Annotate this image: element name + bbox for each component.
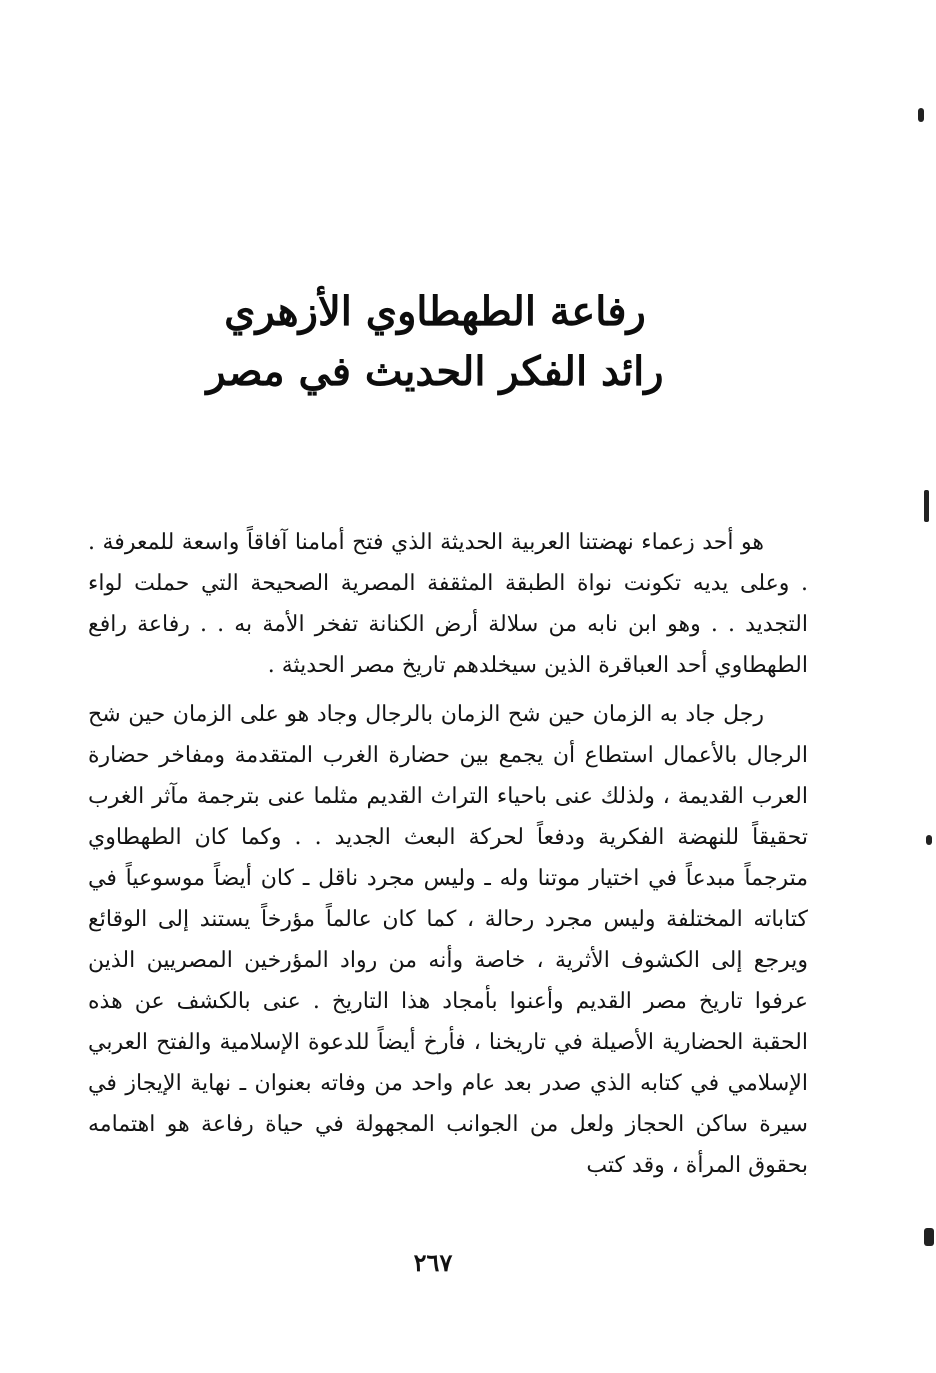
- scan-speck: [926, 835, 932, 845]
- scan-speck: [924, 1228, 934, 1246]
- scan-speck: [918, 108, 924, 122]
- paragraph-2: رجل جاد به الزمان حين شح الزمان بالرجال وجاد هو على الزمان حين شح الرجال بالأعمال استطاع أن يجمع بين حضارة الغرب المتقدمة ومفاخر حضارة العرب القديمة ، ولذلك عنى باحياء التراث القديم مثلما عنى بترجمة مآثر الغرب تحقيقاً للنهضة الفكرية ودفعاً لحركة البعث الجديد . . وكما كان الطهطاوي مترجماً مبدعاً في اختيار موتنا وله ـ وليس مجرد ناقل ـ كان أيضاً موسوعياً في كتاباته المختلفة وليس مجرد رحالة ، كما كان عالماً مؤرخاً يستند إلى الوقائع ويرجع إلى الكشوف الأثرية ، خاصة وأنه من رواد المؤرخين المصريين الذين عرفوا تاريخ مصر القديم وأعنوا بأمجاد هذا التاريخ . عنى بالكشف عن هذه الحقبة الحضارية الأصيلة في تاريخنا ، فأرخ أيضاً للدعوة الإسلامية والفتح العربي الإسلامي في كتابه الذي صدر بعد عام واحد من وفاته بعنوان ـ نهاية الإيجاز في سيرة ساكن الحجاز ولعل من الجوانب المجهولة في حياة رفاعة هو اهتمامه بحقوق المرأة ، وقد كتب: [88, 702, 808, 1178]
- chapter-title-line-2: رائد الفكر الحديث في مصر: [206, 348, 664, 395]
- paragraph-1: هو أحد زعماء نهضتنا العربية الحديثة الذي فتح أمامنا آفاقاً واسعة للمعرفة . . وعلى يديه تكونت نواة الطبقة المثقفة المصرية الصحيحة التي حملت لواء التجديد . . وهو ابن نابه من سلالة أرض الكنانة تفخر الأمة به . . رفاعة رافع الطهطاوي أحد العباقرة الذين سيخلدهم تاريخ مصر الحديثة .: [88, 530, 808, 678]
- body-text: [88, 522, 808, 1186]
- page-number: ٢٦٧: [413, 1248, 453, 1277]
- scan-speck: [924, 490, 929, 522]
- chapter-title-line-1: رفاعة الطهطاوي الأزهري: [224, 288, 646, 335]
- chapter-title: [180, 282, 690, 402]
